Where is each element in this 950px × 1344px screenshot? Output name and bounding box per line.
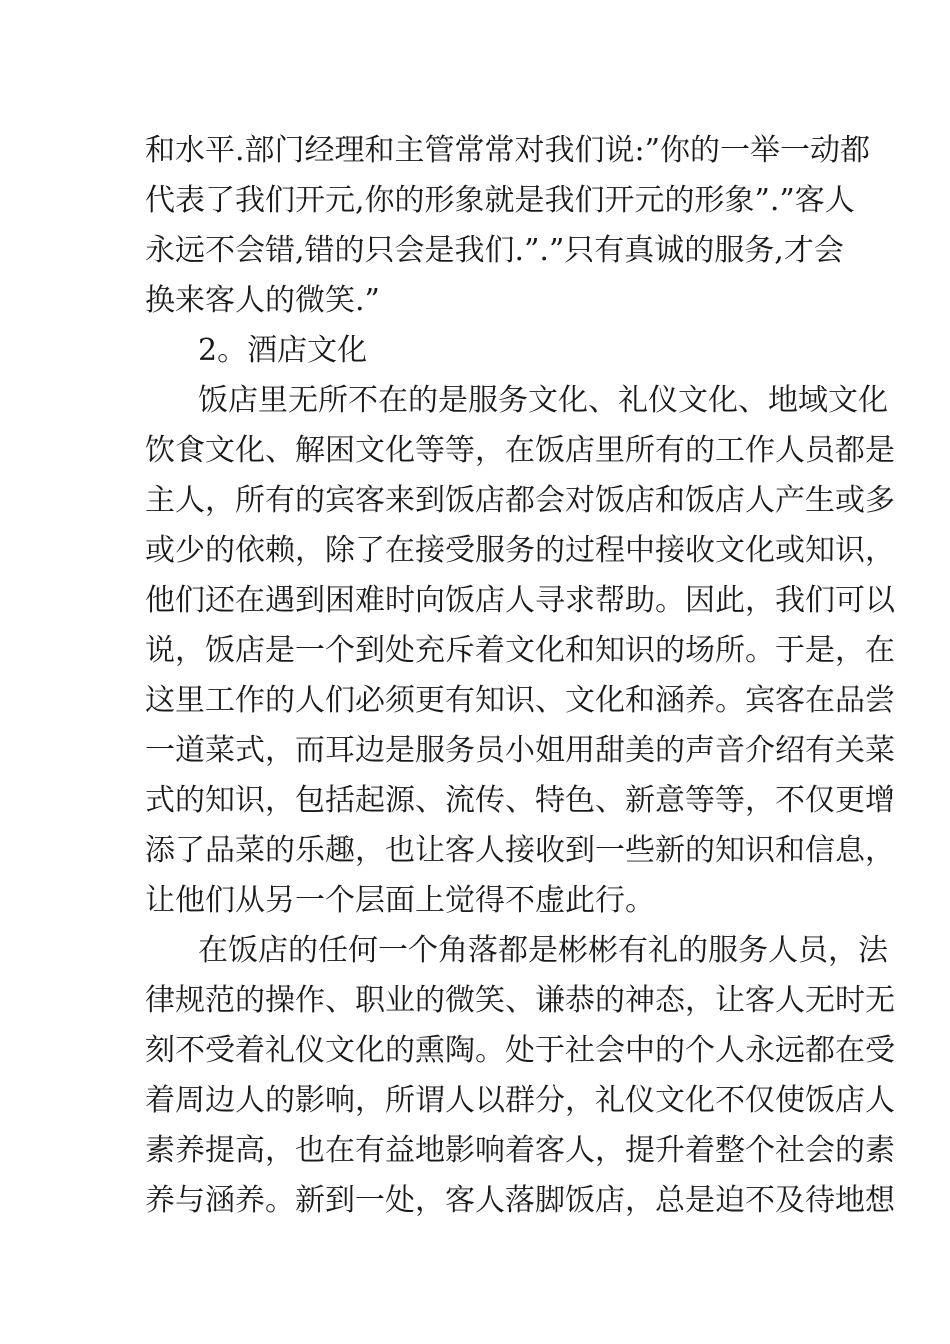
text-line: 养与涵养。新到一处，客人落脚饭店，总是迫不及待地想 xyxy=(145,1183,895,1218)
text-line: 这里工作的人们必须更有知识、文化和涵养。宾客在品尝 xyxy=(145,683,895,718)
text-line: 添了品菜的乐趣，也让客人接收到一些新的知识和信息， xyxy=(145,833,895,868)
text-line: 换来客人的微笑.” xyxy=(145,283,380,318)
text-line: 或少的依赖，除了在接受服务的过程中接收文化或知识， xyxy=(145,533,895,568)
section-heading: 2。酒店文化 xyxy=(198,333,368,368)
text-line: 律规范的操作、职业的微笑、谦恭的神态，让客人无时无 xyxy=(145,983,895,1018)
text-line: 他们还在遇到困难时向饭店人寻求帮助。因此，我们可以 xyxy=(145,583,895,618)
text-line: 式的知识，包括起源、流传、特色、新意等等，不仅更增 xyxy=(145,783,895,818)
text-line: 和水平.部门经理和主管常常对我们说:”你的一举一动都 xyxy=(145,133,870,168)
text-line: 主人，所有的宾客来到饭店都会对饭店和饭店人产生或多 xyxy=(145,483,895,518)
text-line: 永远不会错,错的只会是我们.”.”只有真诚的服务,才会 xyxy=(145,233,844,268)
text-line: 饭店里无所不在的是服务文化、礼仪文化、地域文化 xyxy=(198,383,888,418)
text-line: 刻不受着礼仪文化的熏陶。处于社会中的个人永远都在受 xyxy=(145,1033,895,1068)
text-line: 代表了我们开元,你的形象就是我们开元的形象”.”客人 xyxy=(145,183,855,218)
text-line: 说，饭店是一个到处充斥着文化和知识的场所。于是，在 xyxy=(145,633,895,668)
text-line: 饮食文化、解困文化等等，在饭店里所有的工作人员都是 xyxy=(145,433,895,468)
text-line: 着周边人的影响，所谓人以群分，礼仪文化不仅使饭店人 xyxy=(145,1083,895,1118)
text-line: 在饭店的任何一个角落都是彬彬有礼的服务人员，法 xyxy=(198,933,888,968)
text-line: 让他们从另一个层面上觉得不虚此行。 xyxy=(145,883,655,918)
text-line: 素养提高，也在有益地影响着客人，提升着整个社会的素 xyxy=(145,1133,895,1168)
text-line: 一道菜式，而耳边是服务员小姐用甜美的声音介绍有关菜 xyxy=(145,733,895,768)
